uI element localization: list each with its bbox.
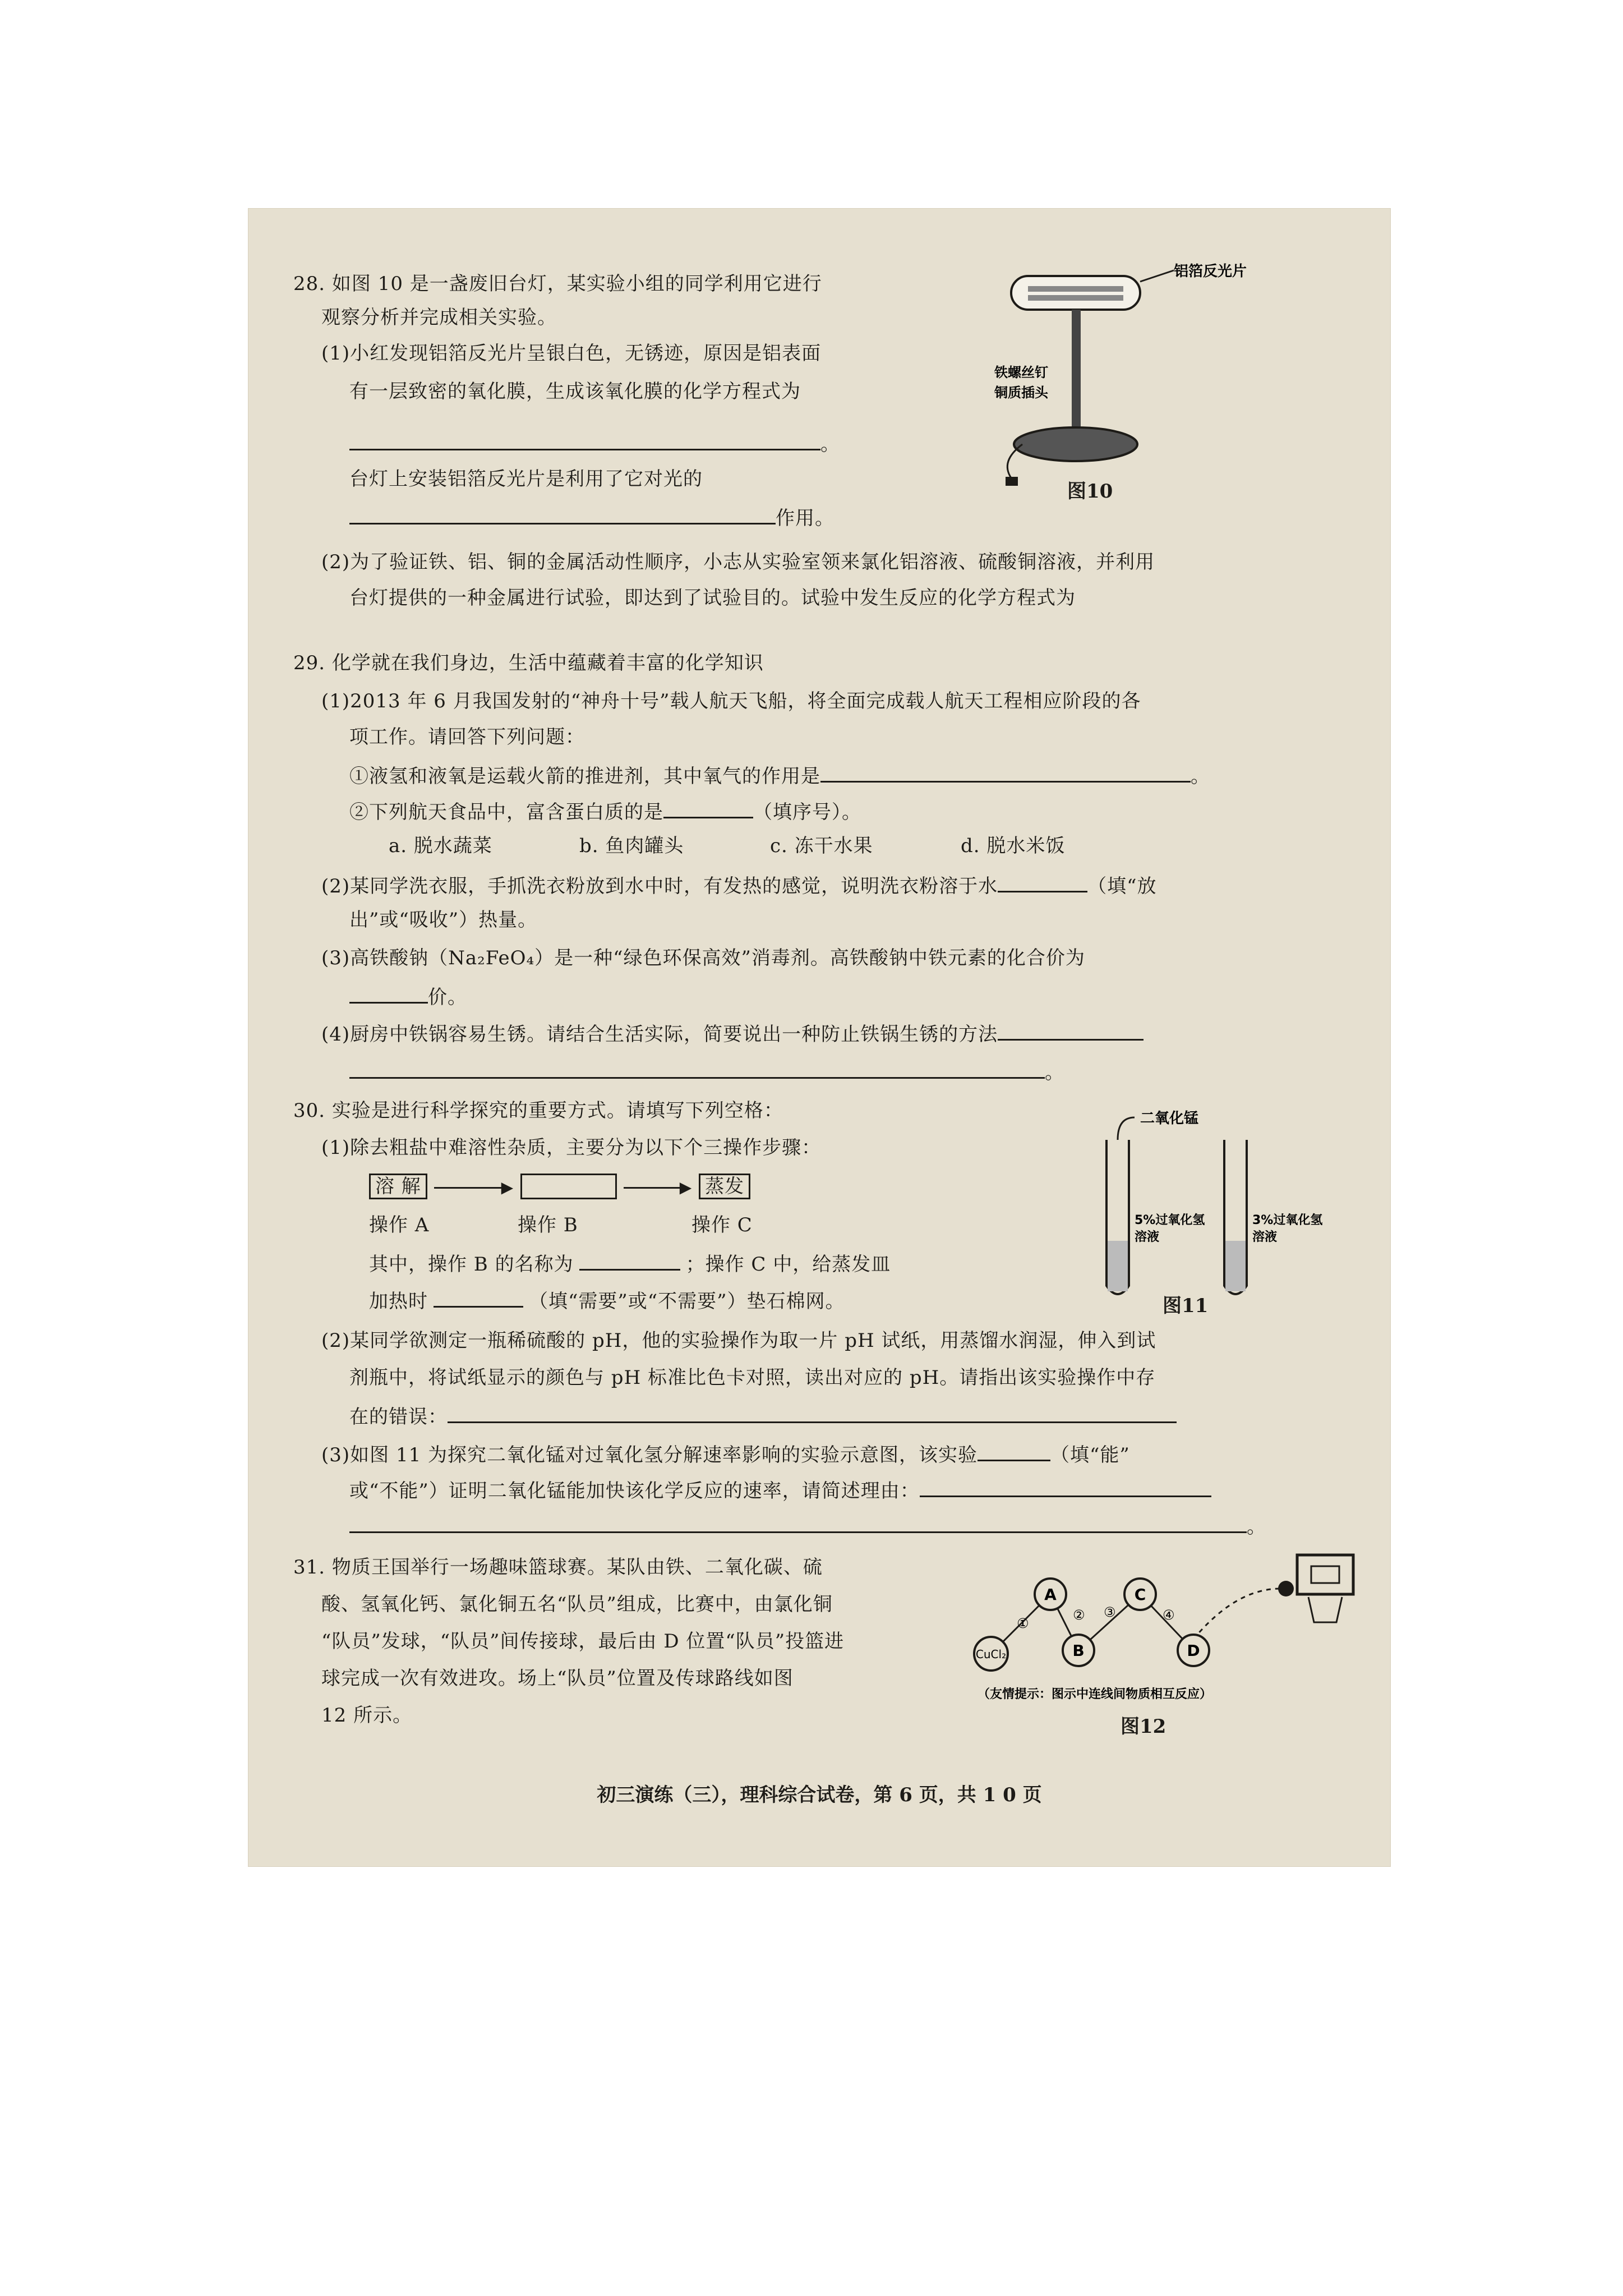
basketball-icon	[1278, 1581, 1294, 1596]
callout-screw: 铁螺丝钉	[994, 365, 1048, 380]
q28-line8: (2)为了验证铁、铝、铜的金属活动性顺序，小志从实验室领来氯化铝溶液、硫酸铜溶液，并利用	[321, 551, 1155, 573]
q30-flow	[369, 1174, 750, 1200]
answer-blank-29-3[interactable]	[998, 872, 1087, 892]
q29-line7: (2)某同学洗衣服，手抓洗衣粉放到水中时，有发热的感觉，说明洗衣粉溶于水 （填“放	[321, 872, 1157, 899]
flow-arrow-1	[434, 1187, 501, 1189]
lamp-reflector-icon	[1011, 276, 1140, 310]
answer-blank-30-5[interactable]	[920, 1476, 1211, 1497]
flow-box-empty	[520, 1174, 617, 1199]
answer-blank-30-3[interactable]	[448, 1402, 1177, 1423]
q30-line5: 其中，操作 B 的名称为 ；操作 C 中，给蒸发皿	[369, 1250, 891, 1277]
flow-arrow-2	[624, 1187, 680, 1189]
plug-icon	[1006, 477, 1018, 486]
q30-line12: 。	[349, 1512, 1266, 1539]
node-start-label: CuCl₂	[975, 1648, 1007, 1661]
figure-11-label: 图11	[1163, 1295, 1209, 1317]
step-3: ③	[1104, 1604, 1116, 1620]
arrow-right-icon: ▶	[501, 1178, 514, 1197]
answer-blank-30-1[interactable]	[579, 1250, 680, 1271]
callout-plug: 铜质插头	[994, 385, 1048, 401]
figure-10-label: 图10	[1067, 480, 1113, 503]
answer-blank-28-2[interactable]	[349, 504, 776, 524]
node-a-label: A	[1044, 1585, 1057, 1604]
answer-blank-30-2[interactable]	[434, 1287, 523, 1308]
q28-line3: (1)小红发现铝箔反光片呈银白色，无锈迹，原因是铝表面	[321, 342, 822, 365]
q29-option-d: d. 脱水米饭	[961, 835, 1066, 857]
q30-line8: 剂瓶中，将试纸显示的颜色与 pH 标准比色卡对照，读出对应的 pH。请指出该实验操作中存	[349, 1366, 1156, 1389]
q29-line11: (4)厨房中铁锅容易生锈。请结合生活实际，简要说出一种防止铁锅生锈的方法	[321, 1020, 1144, 1047]
q29-option-c: c. 冻干水果	[770, 835, 873, 857]
step-4: ④	[1163, 1607, 1175, 1623]
exam-page	[248, 209, 1390, 1866]
q31-line2: 酸、氢氧化钙、氯化铜五名“队员”组成，比赛中，由氯化铜	[321, 1593, 833, 1616]
hoop-icon	[1308, 1597, 1342, 1622]
page-footer: 初三演练（三），理科综合试卷，第 6 页，共 1 0 页	[597, 1784, 1042, 1806]
q29-line9: (3)高铁酸钠（Na₂FeO₄）是一种“绿色环保高效”消毒剂。高铁酸钠中铁元素的化合价为	[321, 947, 1085, 969]
label-tube1-line1: 5%过氧化氢	[1135, 1213, 1205, 1227]
label-tube2-line1: 3%过氧化氢	[1252, 1213, 1323, 1227]
q28-line4: 有一层致密的氧化膜，生成该氧化膜的化学方程式为	[349, 380, 801, 403]
q31-line3: “队员”发球，“队员”间传接球，最后由 D 位置“队员”投篮进	[321, 1630, 845, 1653]
answer-blank-29-4[interactable]	[349, 983, 428, 1004]
q30-line7: (2)某同学欲测定一瓶稀硫酸的 pH，他的实验操作为取一片 pH 试纸，用蒸馏水润湿，伸入到试	[321, 1329, 1156, 1352]
step-2: ②	[1073, 1607, 1085, 1623]
q31-line1: 31. 物质王国举行一场趣味篮球赛。某队由铁、二氧化碳、硫	[293, 1556, 823, 1579]
q30-op-b: 操作 B	[518, 1214, 578, 1236]
answer-blank-28-1[interactable]	[349, 430, 820, 450]
label-tube1-line2: 溶液	[1135, 1230, 1160, 1244]
label-mno2: 二氧化锰	[1140, 1110, 1199, 1127]
flow-box-dissolve: 溶 解	[369, 1174, 427, 1199]
figure-12-passing-diagram	[966, 1544, 1359, 1712]
node-b-label: B	[1072, 1641, 1085, 1660]
q30-line11: 或“不能”）证明二氧化锰能加快该化学反应的速率，请简述理由：	[349, 1476, 1211, 1503]
q29-line5: ②下列航天食品中，富含蛋白质的是 （填序号）。	[349, 798, 861, 825]
q30-line10: (3)如图 11 为探究二氧化锰对过氧化氢分解速率影响的实验示意图，该实验 （填“能”	[321, 1441, 1130, 1467]
answer-blank-29-1[interactable]	[820, 762, 1191, 783]
q29-line8: 出”或“吸收”）热量。	[349, 909, 538, 931]
q28-line5: 。	[349, 430, 840, 457]
figure-11-test-tubes	[1056, 1106, 1336, 1319]
q28-line6: 台灯上安装铝箔反光片是利用了它对光的	[349, 468, 703, 490]
step-1: ①	[1017, 1616, 1029, 1631]
lamp-base-icon	[1014, 427, 1137, 461]
answer-blank-30-6[interactable]	[349, 1512, 1247, 1533]
node-c-label: C	[1134, 1585, 1146, 1604]
q30-op-c: 操作 C	[691, 1214, 753, 1236]
figure-12-label: 图12	[1121, 1715, 1166, 1738]
q30-line6: 加热时 （填“需要”或“不需要”）垫石棉网。	[369, 1287, 845, 1314]
callout-reflector: 铝箔反光片	[1174, 263, 1247, 280]
node-d-label: D	[1187, 1641, 1200, 1660]
figure-12-note: （友情提示：图示中连线间物质相互反应）	[978, 1687, 1212, 1701]
label-tube2-line2: 溶液	[1252, 1230, 1278, 1244]
arrow-right-icon: ▶	[679, 1178, 693, 1197]
q28-line9: 台灯提供的一种金属进行试验，即达到了试验目的。试验中发生反应的化学方程式为	[349, 587, 1076, 609]
q28-line2: 观察分析并完成相关实验。	[321, 306, 557, 329]
answer-blank-29-6[interactable]	[349, 1058, 1045, 1079]
q29-line4: ①液氢和液氧是运载火箭的推进剂，其中氧气的作用是 。	[349, 762, 1210, 789]
figure-10-lamp	[989, 259, 1303, 500]
q29-line3: 项工作。请回答下列问题：	[349, 726, 585, 748]
backboard-icon	[1297, 1555, 1353, 1594]
q31-line4: 球完成一次有效进攻。场上“队员”位置及传球路线如图	[321, 1667, 794, 1690]
q28-line1: 28. 如图 10 是一盏废旧台灯，某实验小组的同学利用它进行	[293, 273, 822, 295]
q29-line2: (1)2013 年 6 月我国发射的“神舟十号”载人航天飞船，将全面完成载人航天工程相应阶段的各	[321, 690, 1141, 712]
q29-line10: 价。	[349, 983, 467, 1010]
q30-line1: 30. 实验是进行科学探究的重要方式。请填写下列空格：	[293, 1099, 783, 1122]
answer-blank-29-5[interactable]	[998, 1020, 1144, 1041]
answer-blank-29-2[interactable]	[663, 798, 753, 818]
q29-option-a: a. 脱水蔬菜	[389, 835, 492, 857]
q29-line12: 。	[349, 1058, 1064, 1085]
q29-line1: 29. 化学就在我们身边，生活中蕴藏着丰富的化学知识	[293, 652, 764, 674]
answer-blank-30-4[interactable]	[978, 1441, 1050, 1461]
q30-line2: (1)除去粗盐中难溶性杂质，主要分为以下个三操作步骤：	[321, 1137, 822, 1159]
lamp-stem-icon	[1072, 310, 1081, 439]
q29-option-b: b. 鱼肉罐头	[579, 835, 684, 857]
flow-box-evaporate: 蒸发	[699, 1174, 750, 1199]
q31-line5: 12 所示。	[321, 1704, 413, 1727]
q30-line9: 在的错误：	[349, 1402, 1177, 1429]
q30-op-a: 操作 A	[369, 1214, 430, 1236]
q28-line7: 作用。	[349, 504, 834, 531]
